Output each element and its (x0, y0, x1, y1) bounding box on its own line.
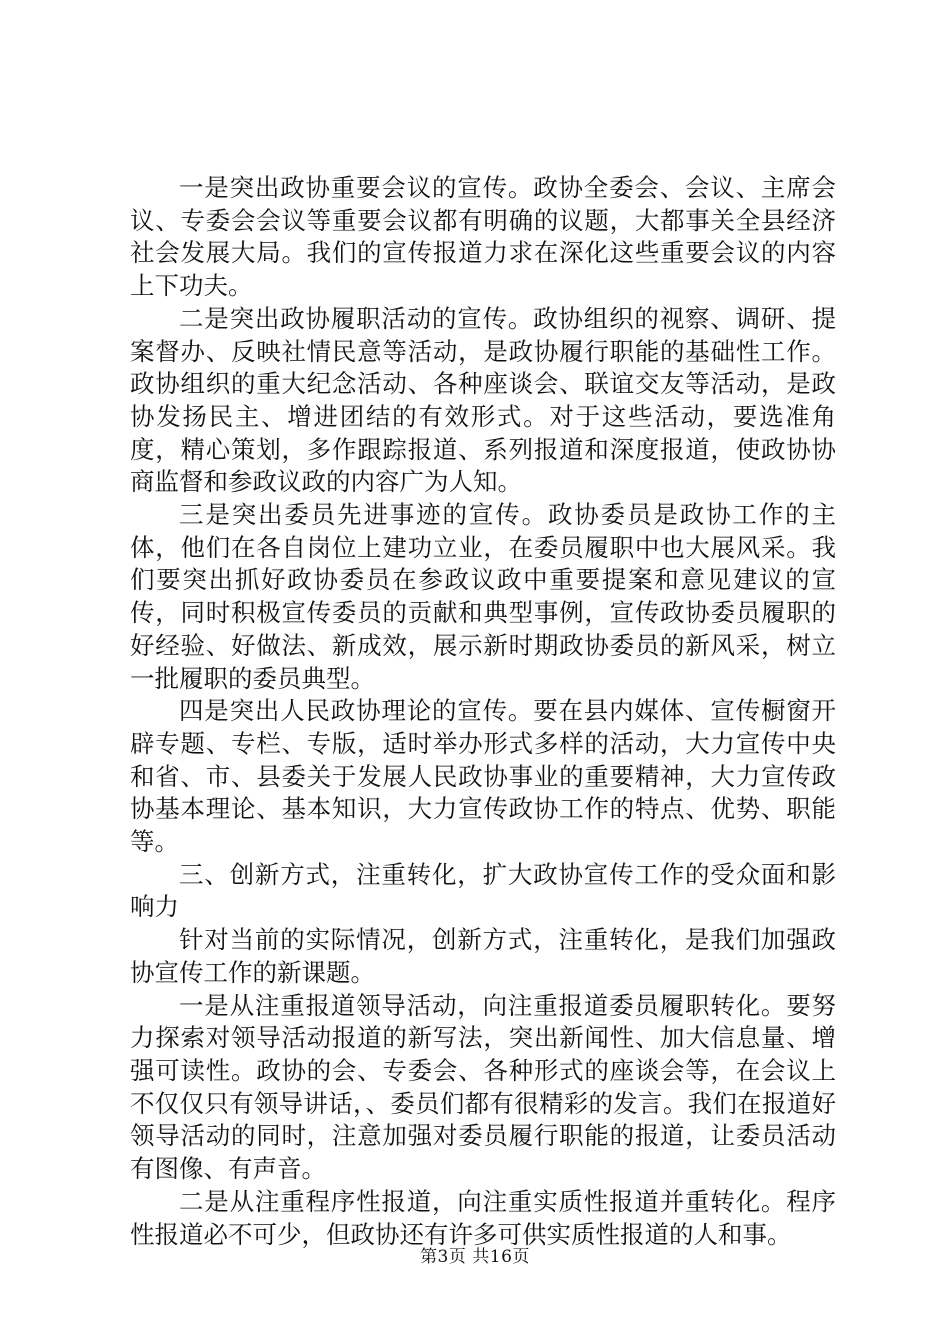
paragraph: 针对当前的实际情况，创新方式，注重转化，是我们加强政协宣传工作的新课题。 (130, 925, 836, 987)
paragraph: 四是突出人民政协理论的宣传。要在县内媒体、宣传橱窗开辟专题、专栏、专版，适时举办形式多样的活动，大力宣传中央和省、市、县委关于发展人民政协事业的重要精神，大力宣传政协基本理论、基本知识，大力宣传政协工作的特点、优势、职能等。 (130, 696, 836, 857)
page-footer: 第3页 共16页 (420, 1247, 530, 1267)
paragraph: 二是突出政协履职活动的宣传。政协组织的视察、调研、提案督办、反映社情民意等活动，是政协履行职能的基础性工作。政协组织的重大纪念活动、各种座谈会、联谊交友等活动，是政协发扬民主、增进团结的有效形式。对于这些活动，要选准角度，精心策划，多作跟踪报道、系列报道和深度报道，使政协协商监督和参政议政的内容广为人知。 (130, 303, 836, 497)
section-heading: 三、创新方式，注重转化，扩大政协宣传工作的受众面和影响力 (130, 859, 836, 922)
paragraph: 一是从注重报道领导活动，向注重报道委员履职转化。要努力探索对领导活动报道的新写法，突出新闻性、加大信息量、增强可读性。政协的会、专委会、各种形式的座谈会等，在会议上不仅仅只有领导讲话，、委员们都有很精彩的发言。我们在报道好领导活动的同时，注意加强对委员履行职能的报道，让委员活动有图像、有声音。 (130, 990, 836, 1184)
paragraph: 一是突出政协重要会议的宣传。政协全委会、会议、主席会议、专委会会议等重要会议都有明确的议题，大都事关全县经济社会发展大局。我们的宣传报道力求在深化这些重要会议的内容上下功夫。 (130, 173, 836, 301)
paragraph: 二是从注重程序性报道，向注重实质性报道并重转化。程序性报道必不可少，但政协还有许多可供实质性报道的人和事。 (130, 1186, 836, 1249)
paragraph: 三是突出委员先进事迹的宣传。政协委员是政协工作的主体，他们在各自岗位上建功立业，在委员履职中也大展风采。我们要突出抓好政协委员在参政议政中重要提案和意见建议的宣传，同时积极宣传委员的贡献和典型事例，宣传政协委员履职的好经验、好做法、新成效，展示新时期政协委员的新风采，树立一批履职的委员典型。 (130, 500, 836, 693)
document-body (130, 172, 836, 1251)
